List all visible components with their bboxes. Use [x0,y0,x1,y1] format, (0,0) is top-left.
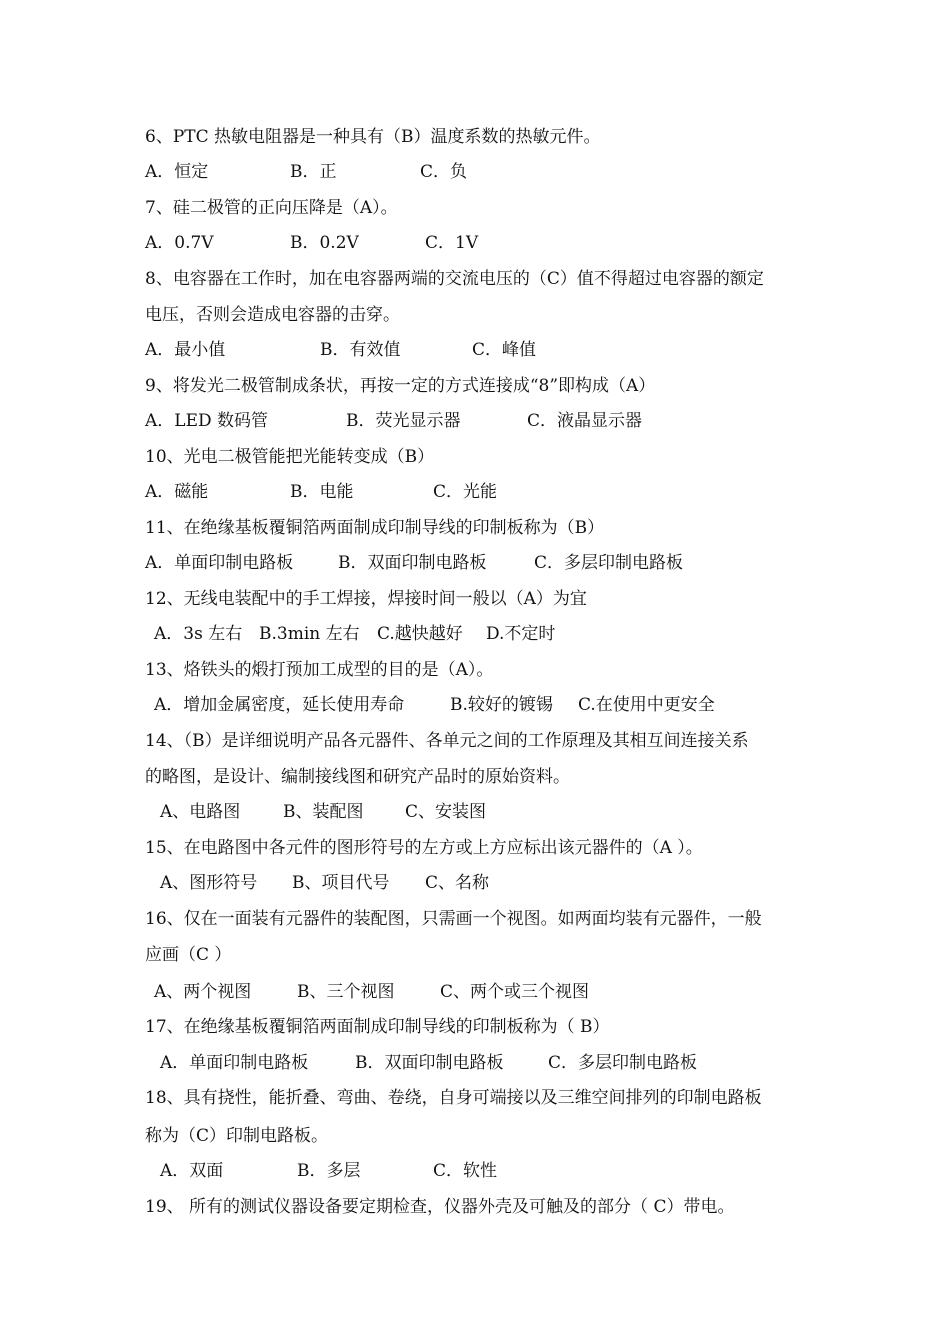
question-12: 12、无线电装配中的手工焊接，焊接时间一般以（A）为宜 [145,589,587,609]
question-18-option-b: B．多层 [297,1161,361,1181]
question-18-line-1: 18、具有挠性，能折叠、弯曲、卷绕，自身可端接以及三维空间排列的印制电路板 [145,1088,762,1108]
question-11-option-a: A．单面印制电路板 [145,553,294,573]
question-7-option-b: B．0.2V [290,233,359,253]
question-17-option-b: B．双面印制电路板 [355,1053,504,1073]
question-11-option-c: C．多层印制电路板 [534,553,684,573]
question-8-line-2: 电压，否则会造成电容器的击穿。 [145,305,400,325]
question-14-option-c: C、安装图 [405,802,487,822]
question-9-option-a: A．LED 数码管 [145,411,269,431]
question-11-option-b: B．双面印制电路板 [338,553,487,573]
question-10: 10、光电二极管能把光能转变成（B） [145,447,435,467]
question-15: 15、在电路图中各元件的图形符号的左方或上方应标出该元器件的（A ）。 [145,838,703,858]
question-14-line-2: 的略图，是设计、编制接线图和研究产品时的原始资料。 [145,767,570,787]
question-6-option-c: C．负 [420,162,468,182]
question-7-option-a: A．0.7V [145,233,214,253]
question-15-option-b: B、项目代号 [292,873,390,893]
question-13-option-a: A．增加金属密度，延长使用寿命 [154,695,405,715]
question-10-option-b: B．电能 [290,482,354,502]
question-8-option-a: A．最小值 [145,340,226,360]
question-15-option-a: A、图形符号 [160,873,258,893]
question-13: 13、烙铁头的煅打预加工成型的目的是（A）。 [145,660,494,680]
question-9-option-b: B．荧光显示器 [346,411,461,431]
question-17-option-c: C．多层印制电路板 [548,1053,698,1073]
question-7: 7、硅二极管的正向压降是（A）。 [145,198,398,218]
question-18-line-2: 称为（C）印制电路板。 [145,1126,329,1146]
question-7-option-c: C．1V [425,233,479,253]
question-18-option-c: C．软性 [433,1161,498,1181]
question-6-option-a: A．恒定 [145,162,209,182]
question-19: 19、 所有的测试仪器设备要定期检查，仪器外壳及可触及的部分（ C）带电。 [145,1197,735,1217]
question-17: 17、在绝缘基板覆铜箔两面制成印制导线的印制板称为（ B） [145,1017,610,1037]
question-16-option-c: C、两个或三个视图 [440,982,590,1002]
question-8-option-b: B．有效值 [320,340,401,360]
question-15-option-c: C、名称 [425,873,490,893]
question-13-option-b: B.较好的镀锡 [450,695,553,715]
question-16-option-b: B、三个视图 [297,982,395,1002]
question-12-option-c: C.越快越好 [377,624,463,644]
question-8-option-c: C．峰值 [472,340,537,360]
question-9: 9、将发光二极管制成条状，再按一定的方式连接成“8”即构成（A） [145,376,656,396]
question-16-line-2: 应画（C ） [145,945,232,965]
question-6-option-b: B．正 [290,162,337,182]
question-12-option-b: B.3min 左右 [259,624,360,644]
question-16-line-1: 16、仅在一面装有元器件的装配图，只需画一个视图。如两面均装有元器件，一般 [145,909,762,929]
question-12-option-a: A．3s 左右 [154,624,243,644]
question-14-line-1: 14、（B）是详细说明产品各元器件、各单元之间的工作原理及其相互间连接关系 [145,731,749,751]
question-9-option-c: C．液晶显示器 [527,411,643,431]
question-14-option-a: A、电路图 [160,802,241,822]
question-14-option-b: B、装配图 [283,802,364,822]
question-13-option-c: C.在使用中更安全 [578,695,715,715]
question-16-option-a: A、两个视图 [154,982,252,1002]
question-12-option-d: D.不定时 [486,624,556,644]
question-17-option-a: A．单面印制电路板 [160,1053,309,1073]
question-10-option-a: A．磁能 [145,482,209,502]
question-8-line-1: 8、电容器在工作时，加在电容器两端的交流电压的（C）值不得超过电容器的额定 [145,269,764,289]
question-18-option-a: A．双面 [160,1161,224,1181]
question-6: 6、PTC 热敏电阻器是一种具有（B）温度系数的热敏元件。 [145,127,601,147]
question-10-option-c: C．光能 [433,482,498,502]
question-11: 11、在绝缘基板覆铜箔两面制成印制导线的印制板称为（B） [145,518,605,538]
